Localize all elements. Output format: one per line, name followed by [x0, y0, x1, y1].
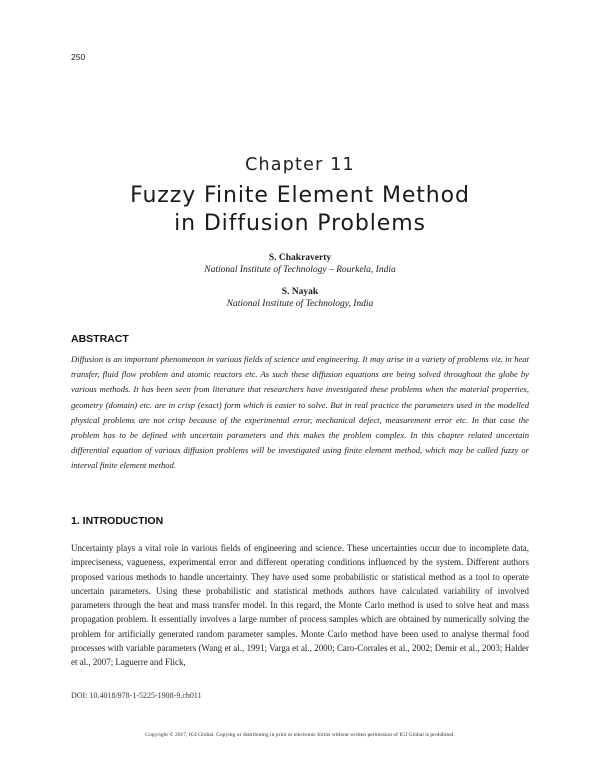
- chapter-label: Chapter 11: [245, 155, 355, 175]
- copyright-notice: Copyright © 2017, IGI Global. Copying or distributing in print or electronic forms without written permission of IGI Global is prohibited.: [145, 732, 455, 738]
- chapter-title-line-1: Fuzzy Finite Element Method: [130, 183, 470, 208]
- author-name: S. Chakraverty: [268, 253, 332, 263]
- author-name: S. Nayak: [281, 287, 319, 297]
- abstract-heading: ABSTRACT: [71, 333, 129, 345]
- author-block: [0, 252, 600, 276]
- doi: DOI: 10.4018/978-1-5225-1908-9.ch011: [71, 691, 202, 700]
- page-number: 250: [71, 52, 86, 62]
- introduction-heading: 1. INTRODUCTION: [71, 515, 164, 527]
- abstract-text: Diffusion is an important phenomenon in various fields of science and engineering. It may arise in a variety of problems viz. in heat transfer, fluid flow problem and atomic reactors etc. As such these diffusion equations are being solved throughout the globe by various methods. It has been seen from literature that researchers have investigated these problems when the material properties, geometry (domain) etc. are in crisp (exact) form which is easier to solve. But in real practice the parameters used in the modelled physical problems are not crisp because of the experimental error, mechanical defect, measurement error etc. In that case the problem has to be defined with uncertain parameters and this makes the problem complex. In this chapter related uncertain differential equation of various diffusion problems will be investigated using finite element method, which may be called fuzzy or interval finite element method.: [71, 354, 529, 471]
- author-affiliation: National Institute of Technology – Rourkela, India: [204, 265, 396, 275]
- chapter-title-line-2: in Diffusion Problems: [174, 211, 426, 236]
- chapter-title: [0, 182, 600, 238]
- author-block: [0, 286, 600, 310]
- author-affiliation: National Institute of Technology, India: [226, 299, 374, 309]
- introduction-text: Uncertainty plays a vital role in various fields of engineering and science. These uncertainties occur due to incomplete data, impreciseness, vagueness, experimental error and different operating conditions influenced by the system. Different authors proposed various methods to handle uncertainty. They have used some probabilistic or statistical method as a tool to operate uncertain parameters. Using these probabilistic and statistical methods authors have calculated variability of involved parameters through the heat and mass transfer model. In this regard, the Monte Carlo method is used to solve heat and mass propagation problem. It essentially involves a large number of process samples which are obtained by numerically solving the problem for artificially generated random parameter samples. Monte Carlo method have been used to analyse thermal food processes with variable parameters (Wang et al., 1991; Varga et al., 2000; Caro-Corrales et al., 2002; Demir et al., 2003; Halder et al., 2007; Laguerre and Flick,: [71, 543, 529, 668]
